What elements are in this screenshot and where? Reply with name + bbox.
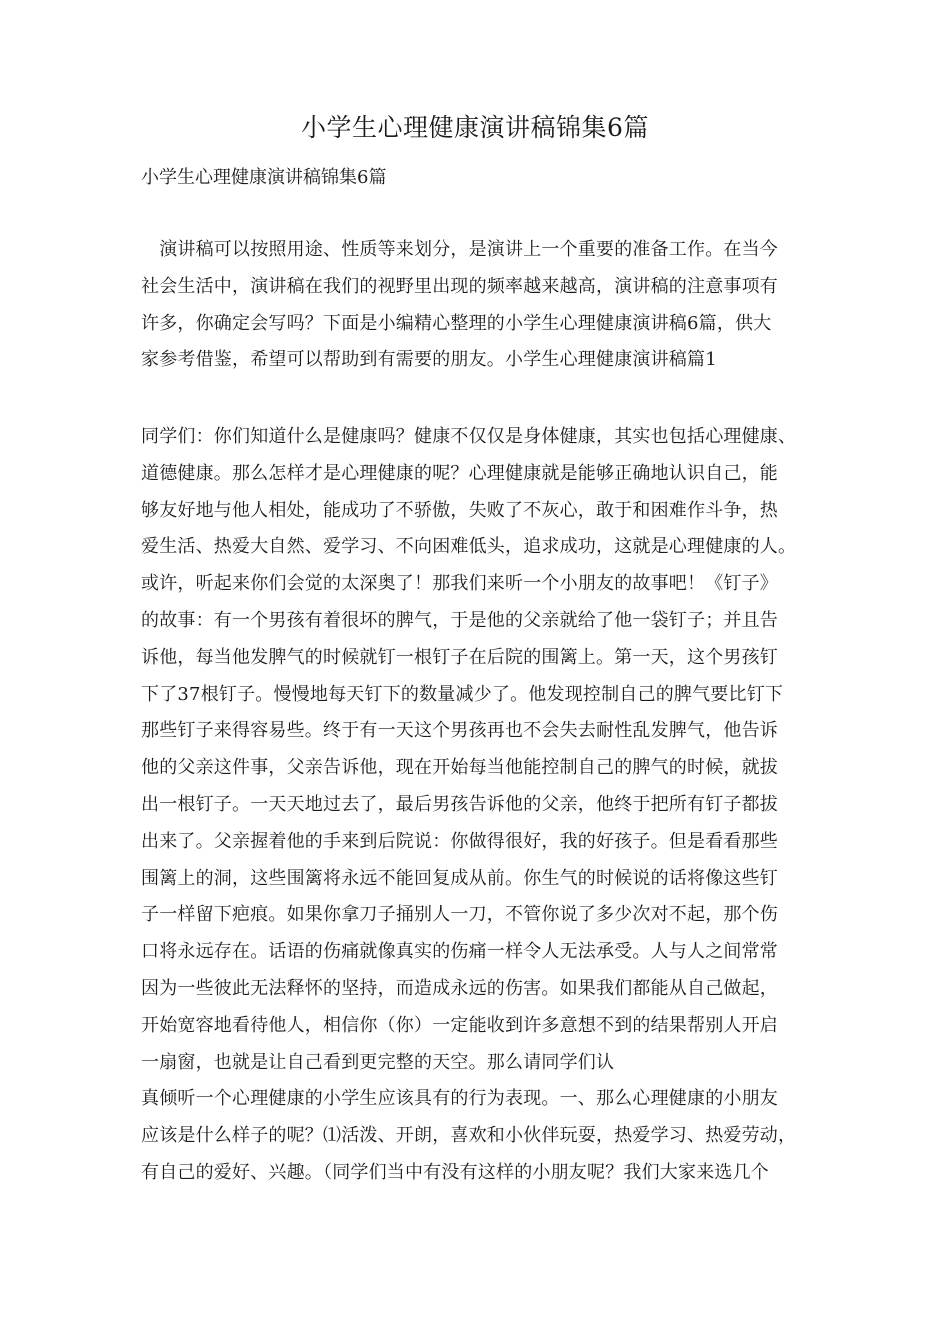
text-line: 社会生活中，演讲稿在我们的视野里出现的频率越来越高，演讲稿的注意事项有 xyxy=(141,275,778,297)
text-line: 有自己的爱好、兴趣。（同学们当中有没有这样的小朋友呢？我们大家来选几个 xyxy=(141,1161,769,1183)
text-line: 口将永远存在。话语的伤痛就像真实的伤痛一样令人无法承受。人与人之间常常 xyxy=(141,941,778,963)
text-line: 下了37根钉子。慢慢地每天钉下的数量减少了。他发现控制自己的脾气要比钉下 xyxy=(141,683,784,705)
text-line: 够友好地与他人相处，能成功了不骄傲，失败了不灰心，敢于和困难作斗争，热 xyxy=(141,499,778,521)
text-line: 应该是什么样子的呢？⑴活泼、开朗，喜欢和小伙伴玩耍，热爱学习、热爱劳动， xyxy=(141,1125,797,1147)
text-line: 那些钉子来得容易些。终于有一天这个男孩再也不会失去耐性乱发脾气，他告诉 xyxy=(141,720,778,742)
text-line: 因为一些彼此无法释怀的坚持，而造成永远的伤害。如果我们都能从自己做起， xyxy=(141,977,778,999)
text-line: 演讲稿可以按照用途、性质等来划分，是演讲上一个重要的准备工作。在当今 xyxy=(141,239,778,260)
text-line: 出来了。父亲握着他的手来到后院说：你做得很好，我的好孩子。但是看看那些 xyxy=(141,830,778,852)
body-paragraph xyxy=(141,419,821,1192)
document-subtitle: 小学生心理健康演讲稿锦集6篇 xyxy=(141,167,387,188)
text-line: 爱生活、热爱大自然、爱学习、不向困难低头，追求成功，这就是心理健康的人。 xyxy=(141,536,797,558)
text-line: 许多，你确定会写吗？下面是小编精心整理的小学生心理健康演讲稿6篇，供大 xyxy=(141,312,772,334)
text-line: 围篱上的洞，这些围篱将永远不能回复成从前。你生气的时候说的话将像这些钉 xyxy=(141,867,778,889)
text-line: 真倾听一个心理健康的小学生应该具有的行为表现。一、那么心理健康的小朋友 xyxy=(141,1088,778,1110)
text-line: 道德健康。那么怎样才是心理健康的呢？心理健康就是能够正确地认识自己，能 xyxy=(141,462,778,484)
intro-paragraph xyxy=(141,232,821,379)
text-line: 家参考借鉴，希望可以帮助到有需要的朋友。小学生心理健康演讲稿篇1 xyxy=(141,349,717,371)
text-line: 子一样留下疤痕。如果你拿刀子捅别人一刀，不管你说了多少次对不起，那个伤 xyxy=(141,904,778,926)
text-line: 开始宽容地看待他人，相信你（你）一定能收到许多意想不到的结果帮别人开启 xyxy=(141,1014,778,1036)
text-line: 一扇窗，也就是让自己看到更完整的天空。那么请同学们认 xyxy=(141,1051,615,1073)
text-line: 出一根钉子。一天天地过去了，最后男孩告诉他的父亲，他终于把所有钉子都拔 xyxy=(141,793,778,815)
text-line: 同学们：你们知道什么是健康吗？健康不仅仅是身体健康，其实也包括心理健康、 xyxy=(141,426,797,447)
document-title: 小学生心理健康演讲稿锦集6篇 xyxy=(301,113,649,142)
text-line: 他的父亲这件事，父亲告诉他，现在开始每当他能控制自己的脾气的时候，就拔 xyxy=(141,757,778,779)
text-line: 的故事：有一个男孩有着很坏的脾气，于是他的父亲就给了他一袋钉子；并且告 xyxy=(141,609,778,631)
text-line: 或许，听起来你们会觉的太深奥了！那我们来听一个小朋友的故事吧！《钉子》 xyxy=(141,573,778,595)
text-line: 诉他，每当他发脾气的时候就钉一根钉子在后院的围篱上。第一天，这个男孩钉 xyxy=(141,646,778,668)
